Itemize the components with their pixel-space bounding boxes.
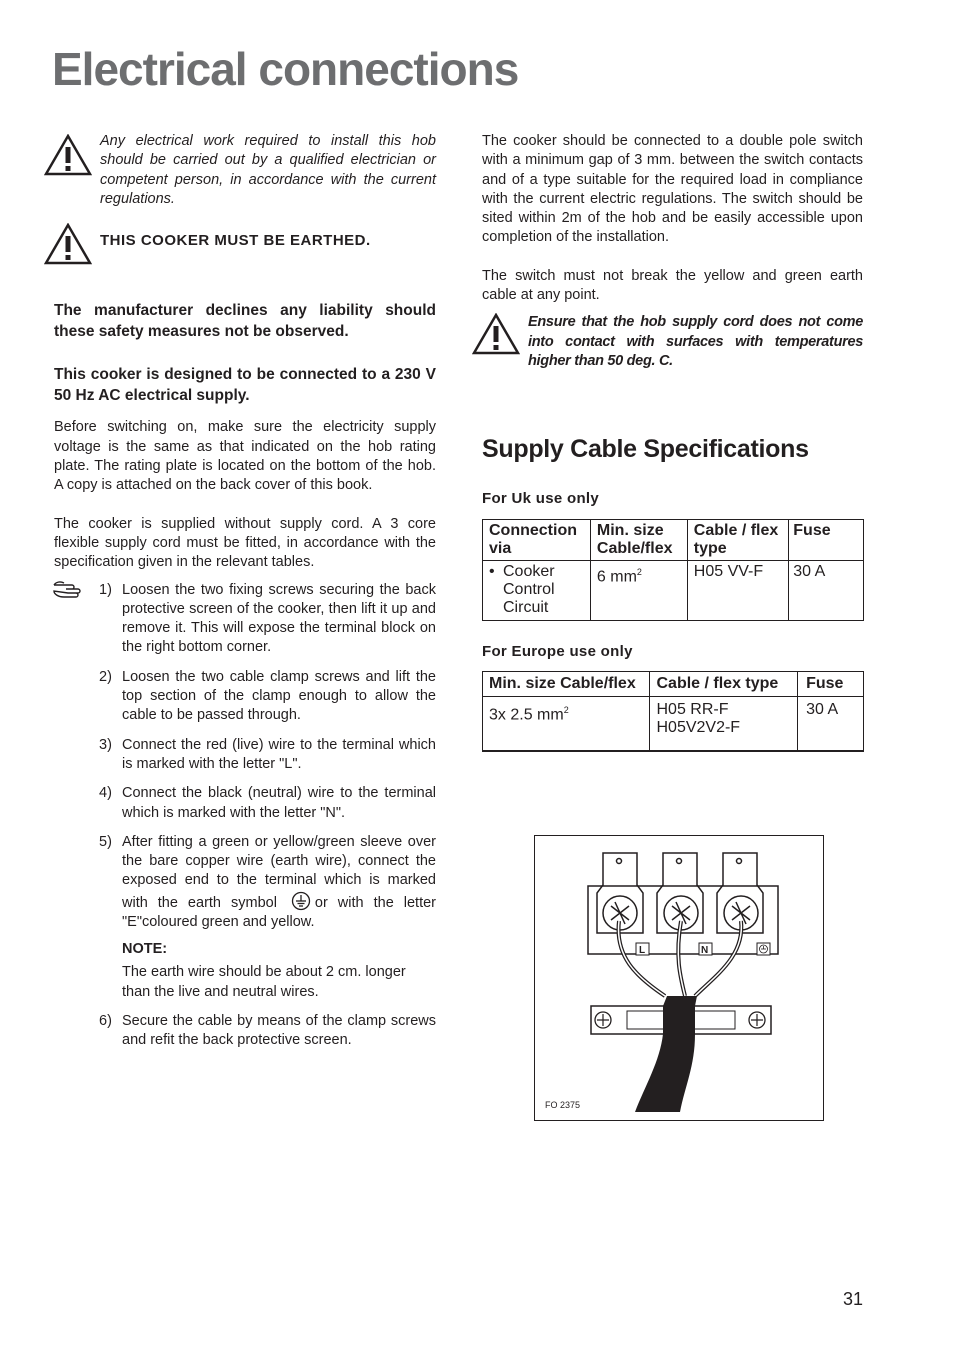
earth-symbol-icon	[291, 891, 311, 911]
terminal-block-diagram	[535, 836, 822, 1119]
terminal-block-figure	[534, 835, 824, 1121]
page-number: 31	[843, 1289, 864, 1309]
para-earth-cable: The switch must not break the yellow and green earth cable at any point.	[482, 267, 863, 304]
eu-label: For Europe use only	[482, 643, 633, 661]
figure-code: FO 2375	[545, 1100, 581, 1110]
supply-statement: This cooker is designed to be connected to a 230 V 50 Hz AC electrical supply.	[54, 366, 436, 405]
warning-qualified-electrician: Any electrical work required to install this hob should be carried out by a qualified electrician or competent person, in accordance with the current regulations.	[54, 132, 436, 209]
warning-temperature: Ensure that the hob supply cord does not come into contact with surfaces with temperatures higher than 50 deg. C.	[482, 313, 863, 371]
liability-statement: The manufacturer declines any liability should these safety measures not be observed.	[54, 302, 436, 341]
para-voltage: Before switching on, make sure the electricity supply voltage is the same as that indicated on the hob rating plate. The rating plate is located on the bottom of the hob. A copy is attached on the back cover of this book.	[54, 419, 436, 494]
page-title: Electrical connections	[52, 43, 519, 95]
left-column	[54, 132, 436, 1051]
uk-table-header: Connection via Min. size Cable/flex Cable / flex type Fuse	[483, 520, 864, 561]
step-4: 4) Connect the black (neutral) wire to the terminal which is marked with the letter "N".	[99, 785, 436, 821]
eu-table-header: Min. size Cable/flex Cable / flex type Fuse	[483, 672, 864, 697]
note-text: The earth wire should be about 2 cm. longer than the live and neutral wires.	[122, 964, 406, 1000]
warning-triangle-icon	[472, 313, 520, 355]
eu-table	[482, 671, 864, 752]
earth-label-icon	[757, 943, 770, 955]
step-3: 3) Connect the red (live) wire to the terminal which is marked with the letter "L".	[99, 736, 436, 772]
para-double-pole-switch: The cooker should be connected to a double pole switch with a minimum gap of 3 mm. between the switch contacts and of a type suitable for the required load in compliance with the current electric regulations. The switch should be sited within 2m of the hob and be easily accessible upon completion of the installation.	[482, 133, 863, 246]
warning-earthed: THIS COOKER MUST BE EARTHED.	[54, 231, 436, 250]
right-column	[482, 132, 863, 752]
eu-table-row: 3x 2.5 $mm^2$ H05 RR-F H05V2V2-F 30 A	[483, 697, 864, 751]
uk-table-row: • Cooker Control Circuit 6 $mm^2$ H05 VV-F 30 A	[483, 561, 864, 621]
step-6: 6) Secure the cable by means of the clamp screws and refit the back protective screen.	[99, 1012, 436, 1049]
warning-triangle-icon	[44, 223, 92, 265]
para-supply-cord: The cooker is supplied without supply cord. A 3 core flexible supply cord must be fitted, in accordance with the specification given in the relevant tables.	[54, 515, 436, 571]
step-2: 2) Loosen the two cable clamp screws and lift the top section of the clamp enough to allow the cable to be passed through.	[99, 668, 436, 724]
warning-triangle-icon	[44, 134, 92, 176]
uk-table	[482, 519, 864, 621]
uk-label: For Uk use only	[482, 490, 600, 508]
section-title: Supply Cable Specifications	[482, 435, 809, 464]
installation-steps	[54, 581, 436, 1051]
step-5: 5) After fitting a green or yellow/green sleeve over the bare copper wire (earth wire), connect the exposed end to the terminal which is marked with the earth symbol or with the letter "E"coloured green and yellow.	[99, 833, 436, 931]
step-1: 1) Loosen the two fixing screws securing the back protective screen of the cooker, then lift it up and remove it. This will expose the terminal block on the right bottom corner.	[99, 581, 436, 656]
label-n: N	[701, 945, 709, 956]
label-l: L	[639, 945, 646, 956]
note-heading: NOTE:	[122, 941, 168, 958]
